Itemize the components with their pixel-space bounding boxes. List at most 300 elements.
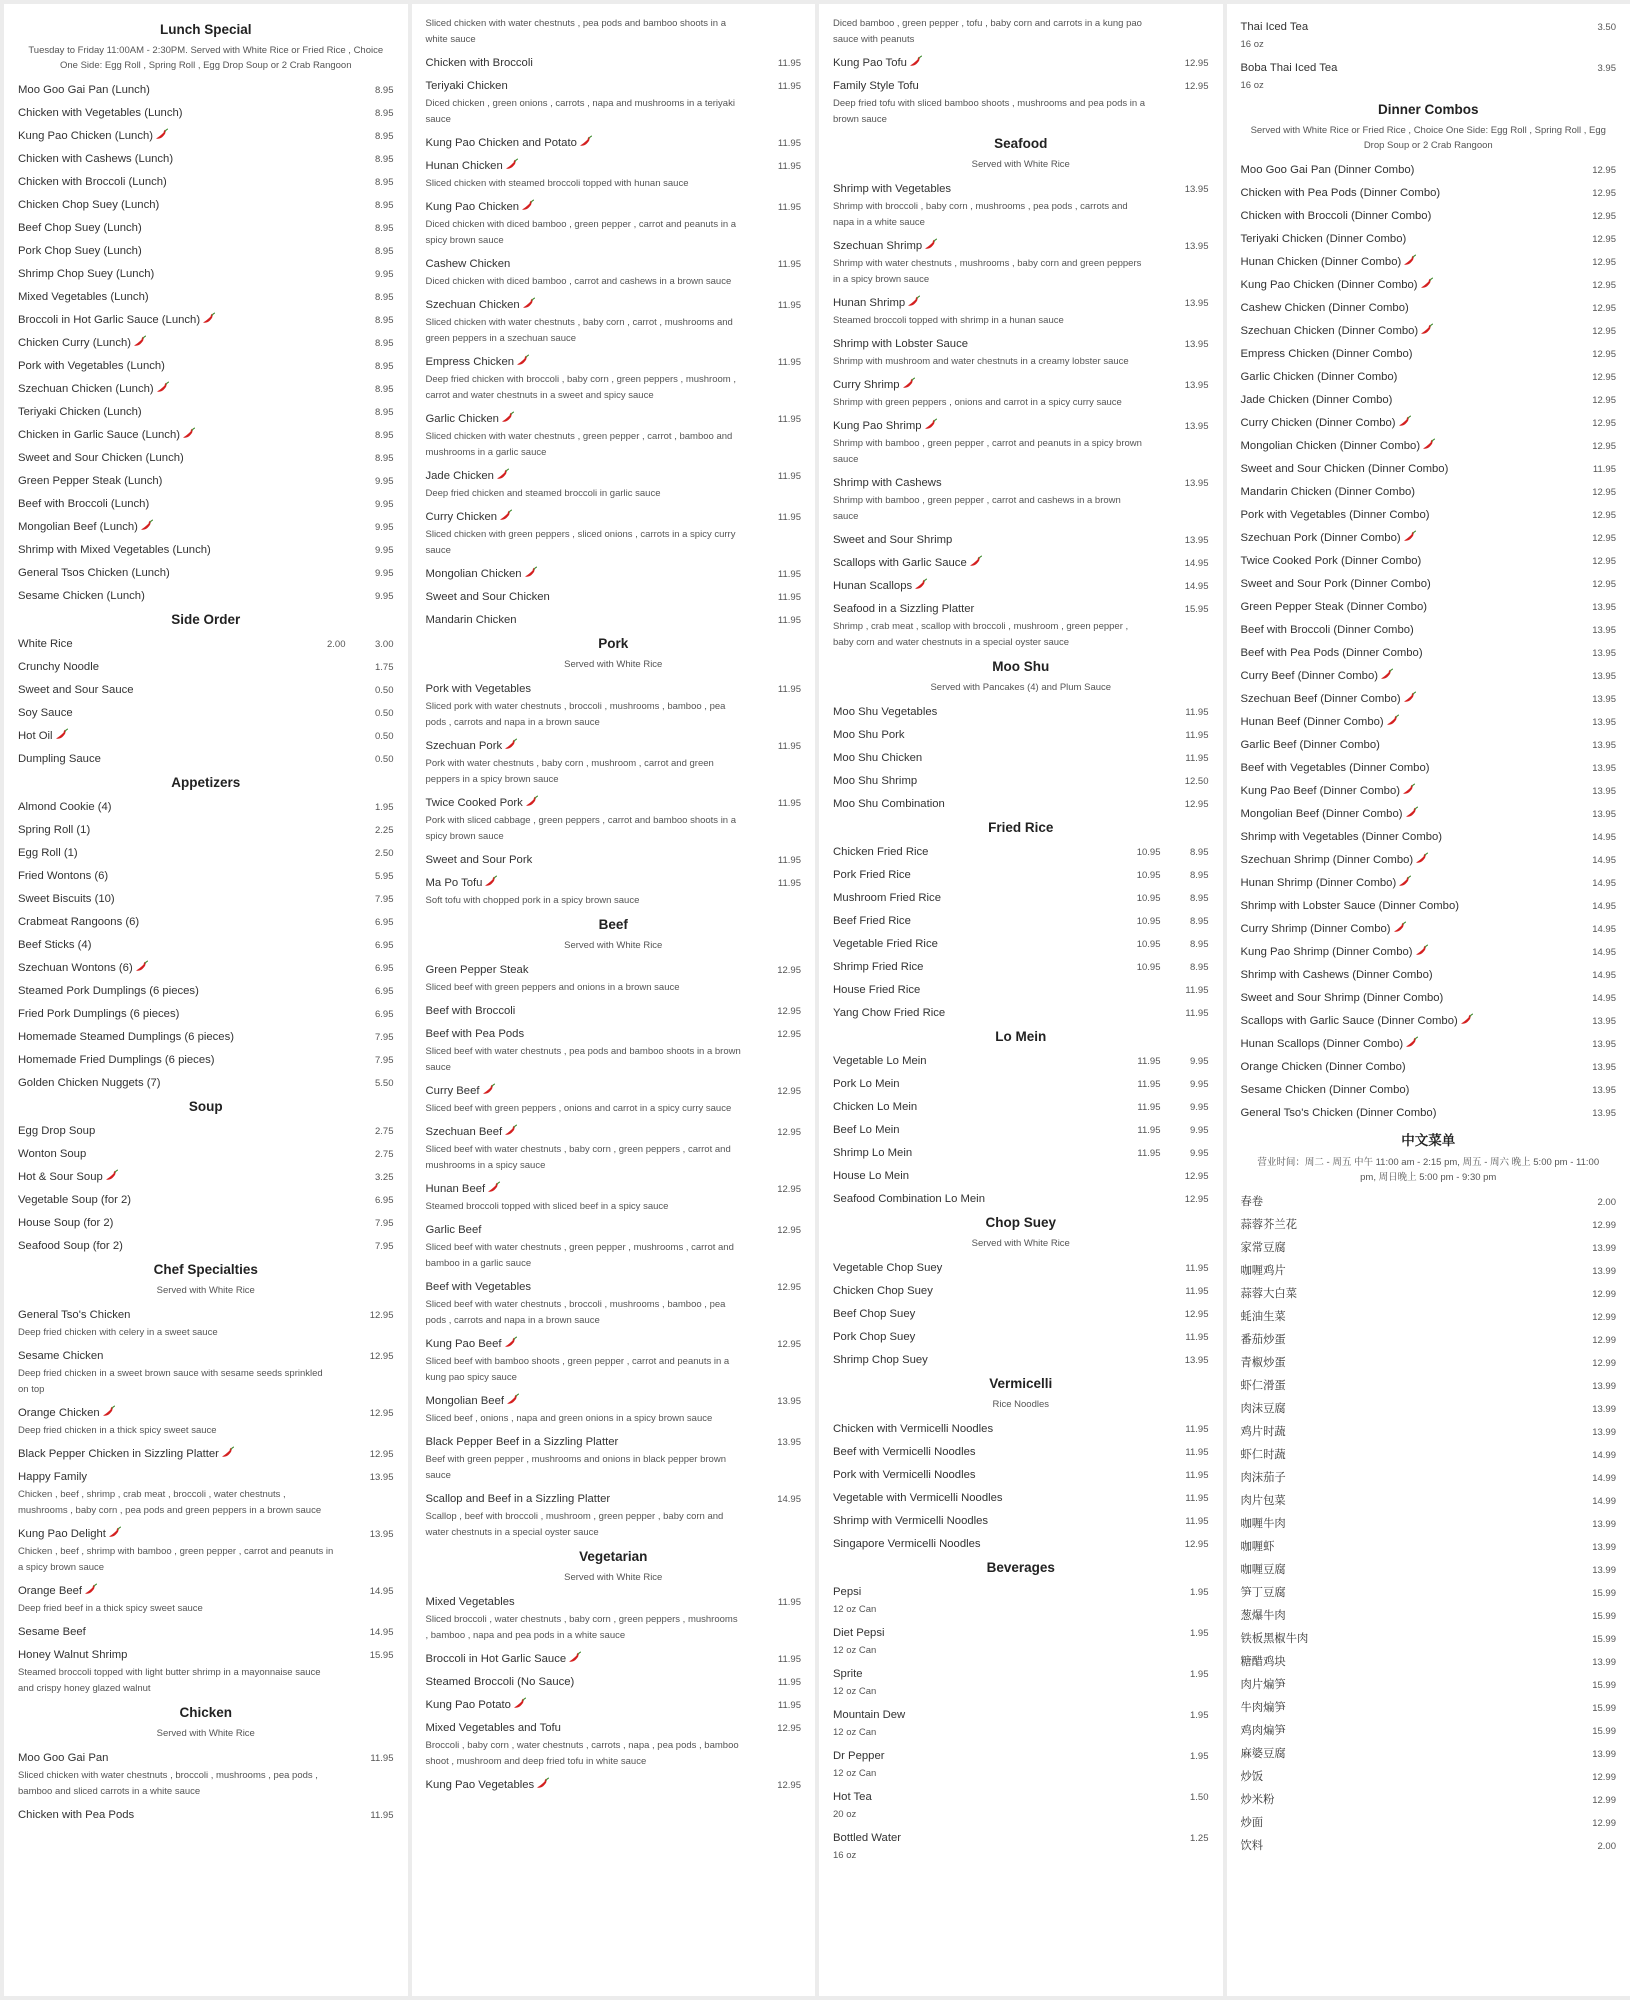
menu-item[interactable] bbox=[18, 424, 394, 445]
menu-item[interactable] bbox=[833, 16, 1209, 50]
menu-item[interactable] bbox=[833, 1441, 1209, 1462]
menu-item[interactable] bbox=[1241, 320, 1617, 341]
menu-item[interactable] bbox=[426, 1023, 802, 1078]
menu-item[interactable] bbox=[18, 493, 394, 514]
menu-item[interactable] bbox=[1241, 1697, 1617, 1718]
menu-item[interactable] bbox=[18, 679, 394, 700]
menu-item-name bbox=[18, 799, 346, 815]
menu-item[interactable] bbox=[1241, 826, 1617, 847]
menu-item[interactable] bbox=[18, 957, 394, 978]
menu-item-name bbox=[18, 473, 346, 489]
menu-item-name bbox=[426, 135, 754, 151]
menu-item-name-text: 春卷 bbox=[1240, 1196, 1264, 1208]
menu-item[interactable] bbox=[1241, 389, 1617, 410]
menu-item-name bbox=[1241, 1631, 1569, 1647]
menu-item-name-text: Beef with Broccoli (Lunch) bbox=[18, 498, 150, 510]
menu-item[interactable] bbox=[18, 1003, 394, 1024]
menu-item-price: 12.95 bbox=[777, 1780, 801, 1791]
menu-item-row bbox=[833, 1745, 1209, 1766]
menu-item[interactable] bbox=[426, 735, 802, 790]
menu-item[interactable] bbox=[426, 1178, 802, 1217]
menu-item[interactable] bbox=[18, 1443, 394, 1464]
menu-item[interactable] bbox=[18, 194, 394, 215]
menu-item[interactable] bbox=[1241, 688, 1617, 709]
menu-item[interactable] bbox=[426, 196, 802, 251]
menu-item[interactable] bbox=[833, 75, 1209, 130]
menu-item[interactable] bbox=[1241, 1766, 1617, 1787]
menu-item[interactable] bbox=[833, 292, 1209, 331]
menu-item[interactable] bbox=[1241, 1467, 1617, 1488]
menu-item-row bbox=[18, 865, 394, 886]
menu-item[interactable] bbox=[1241, 1191, 1617, 1212]
menu-item[interactable] bbox=[1241, 1421, 1617, 1442]
menu-item[interactable] bbox=[833, 1704, 1209, 1743]
menu-item[interactable] bbox=[18, 1189, 394, 1210]
menu-item[interactable] bbox=[18, 1026, 394, 1047]
menu-item-row bbox=[1241, 1283, 1617, 1304]
menu-item[interactable] bbox=[1241, 1720, 1617, 1741]
menu-item[interactable] bbox=[1241, 1329, 1617, 1350]
menu-item[interactable] bbox=[426, 849, 802, 870]
menu-item[interactable] bbox=[1241, 642, 1617, 663]
menu-item[interactable] bbox=[426, 1121, 802, 1176]
menu-item[interactable] bbox=[833, 529, 1209, 550]
menu-item-row bbox=[833, 1487, 1209, 1508]
menu-item[interactable] bbox=[18, 888, 394, 909]
menu-item[interactable] bbox=[833, 1487, 1209, 1508]
menu-item[interactable] bbox=[833, 235, 1209, 290]
menu-item[interactable] bbox=[18, 148, 394, 169]
menu-item[interactable] bbox=[18, 378, 394, 399]
menu-item[interactable] bbox=[833, 52, 1209, 73]
menu-item[interactable] bbox=[18, 217, 394, 238]
menu-item[interactable] bbox=[833, 841, 1209, 862]
menu-item-row bbox=[1241, 1743, 1617, 1764]
menu-item[interactable] bbox=[1241, 1102, 1617, 1123]
menu-item[interactable] bbox=[426, 586, 802, 607]
menu-item[interactable] bbox=[833, 747, 1209, 768]
menu-item[interactable] bbox=[18, 401, 394, 422]
menu-item[interactable] bbox=[426, 1276, 802, 1331]
menu-item[interactable] bbox=[833, 1464, 1209, 1485]
section-note: Served with White Rice bbox=[564, 940, 663, 951]
menu-item[interactable] bbox=[1241, 872, 1617, 893]
menu-item-price: 12.95 bbox=[1592, 556, 1616, 567]
menu-item[interactable] bbox=[426, 1671, 802, 1692]
menu-item[interactable] bbox=[18, 1621, 394, 1642]
menu-item-price: 11.95 bbox=[777, 414, 801, 425]
menu-item[interactable] bbox=[18, 980, 394, 1001]
menu-item-row bbox=[1241, 389, 1617, 410]
menu-item[interactable] bbox=[833, 1326, 1209, 1347]
menu-item[interactable] bbox=[833, 1142, 1209, 1163]
menu-item-name-text: Cashew Chicken (Dinner Combo) bbox=[1240, 302, 1409, 314]
menu-item[interactable] bbox=[1241, 1651, 1617, 1672]
menu-item-name-text: White Rice bbox=[18, 638, 73, 650]
menu-item[interactable] bbox=[833, 598, 1209, 653]
menu-item-price: 13.95 bbox=[1592, 1108, 1616, 1119]
menu-item-price: 2.50 bbox=[375, 848, 394, 859]
chili-pepper-icon bbox=[568, 1651, 581, 1663]
menu-item[interactable] bbox=[18, 1212, 394, 1233]
menu-item[interactable] bbox=[833, 887, 1209, 908]
menu-item[interactable] bbox=[1241, 1237, 1617, 1258]
menu-item[interactable] bbox=[1241, 1056, 1617, 1077]
menu-item[interactable] bbox=[426, 959, 802, 998]
menu-item[interactable] bbox=[833, 793, 1209, 814]
menu-item[interactable] bbox=[426, 609, 802, 630]
menu-item-name bbox=[426, 566, 754, 582]
menu-item-description: Deep fried tofu with sliced bamboo shoots , mushrooms and pea pods in a brown sauce bbox=[833, 98, 1146, 125]
menu-item[interactable] bbox=[18, 842, 394, 863]
menu-item[interactable] bbox=[18, 702, 394, 723]
menu-item[interactable] bbox=[833, 415, 1209, 470]
menu-item[interactable] bbox=[833, 770, 1209, 791]
menu-item[interactable] bbox=[18, 656, 394, 677]
menu-item[interactable] bbox=[1241, 550, 1617, 571]
menu-item[interactable] bbox=[1241, 481, 1617, 502]
menu-item[interactable] bbox=[1241, 1375, 1617, 1396]
menu-item[interactable] bbox=[833, 701, 1209, 722]
menu-item-name bbox=[426, 1124, 754, 1140]
menu-item[interactable] bbox=[18, 1304, 394, 1343]
menu-item[interactable] bbox=[18, 171, 394, 192]
menu-item[interactable] bbox=[18, 286, 394, 307]
menu-item-row bbox=[18, 842, 394, 863]
menu-item[interactable] bbox=[426, 16, 802, 50]
menu-item[interactable] bbox=[1241, 504, 1617, 525]
menu-item[interactable] bbox=[833, 1663, 1209, 1702]
menu-item[interactable] bbox=[1241, 228, 1617, 249]
menu-item[interactable] bbox=[18, 1345, 394, 1400]
menu-item[interactable] bbox=[426, 1080, 802, 1119]
menu-item[interactable] bbox=[1241, 734, 1617, 755]
menu-item[interactable] bbox=[18, 585, 394, 606]
menu-item[interactable] bbox=[833, 1581, 1209, 1620]
section-note: Served with White Rice bbox=[156, 1728, 255, 1739]
menu-item[interactable] bbox=[18, 1523, 394, 1578]
menu-item-name bbox=[18, 1348, 346, 1364]
menu-item-name-text: Mixed Vegetables and Tofu bbox=[425, 1722, 561, 1734]
menu-item[interactable] bbox=[1241, 1628, 1617, 1649]
menu-item[interactable] bbox=[18, 1143, 394, 1164]
menu-item[interactable] bbox=[1241, 1033, 1617, 1054]
menu-item[interactable] bbox=[833, 1827, 1209, 1866]
menu-item[interactable] bbox=[18, 911, 394, 932]
menu-item-row bbox=[1241, 1329, 1617, 1350]
menu-item[interactable] bbox=[833, 472, 1209, 527]
menu-item[interactable] bbox=[18, 1166, 394, 1187]
menu-item[interactable] bbox=[426, 506, 802, 561]
menu-item[interactable] bbox=[1241, 1283, 1617, 1304]
menu-item[interactable] bbox=[1241, 895, 1617, 916]
menu-item[interactable] bbox=[1241, 1490, 1617, 1511]
menu-item[interactable] bbox=[426, 75, 802, 130]
menu-item[interactable] bbox=[1241, 435, 1617, 456]
menu-item[interactable] bbox=[18, 102, 394, 123]
menu-item[interactable] bbox=[833, 1533, 1209, 1554]
menu-item[interactable] bbox=[1241, 1010, 1617, 1031]
menu-item[interactable] bbox=[18, 470, 394, 491]
menu-item[interactable] bbox=[1241, 573, 1617, 594]
menu-item[interactable] bbox=[18, 1120, 394, 1141]
menu-item[interactable] bbox=[1241, 665, 1617, 686]
menu-item-price: 13.95 bbox=[1184, 380, 1209, 391]
menu-item[interactable] bbox=[18, 1580, 394, 1619]
section-title: Fried Rice bbox=[988, 820, 1054, 835]
menu-item[interactable] bbox=[833, 1002, 1209, 1023]
menu-item-row bbox=[1241, 16, 1617, 37]
menu-item[interactable] bbox=[426, 1431, 802, 1486]
menu-item-name bbox=[833, 1168, 1161, 1184]
menu-item[interactable] bbox=[426, 563, 802, 584]
menu-item[interactable] bbox=[1241, 527, 1617, 548]
chili-pepper-icon bbox=[522, 297, 535, 309]
menu-item[interactable] bbox=[833, 374, 1209, 413]
menu-item[interactable] bbox=[18, 725, 394, 746]
menu-item-price-large: 10.95 bbox=[1136, 870, 1161, 881]
menu-item-name bbox=[18, 868, 346, 884]
menu-item[interactable] bbox=[1241, 57, 1617, 96]
menu-item[interactable] bbox=[1241, 159, 1617, 180]
menu-item[interactable] bbox=[18, 1072, 394, 1093]
menu-item[interactable] bbox=[18, 748, 394, 769]
menu-item[interactable] bbox=[18, 819, 394, 840]
menu-item[interactable] bbox=[833, 1119, 1209, 1140]
menu-item-name bbox=[18, 960, 346, 976]
menu-item[interactable] bbox=[833, 1786, 1209, 1825]
menu-item-row bbox=[18, 470, 394, 491]
menu-item[interactable] bbox=[1241, 297, 1617, 318]
menu-item[interactable] bbox=[1241, 1260, 1617, 1281]
menu-item-price: 14.95 bbox=[1592, 901, 1616, 912]
menu-item[interactable] bbox=[18, 355, 394, 376]
menu-item[interactable] bbox=[426, 792, 802, 847]
menu-item[interactable] bbox=[426, 1591, 802, 1646]
menu-item[interactable] bbox=[1241, 596, 1617, 617]
menu-item[interactable] bbox=[1241, 1079, 1617, 1100]
menu-item[interactable] bbox=[1241, 1789, 1617, 1810]
menu-item[interactable] bbox=[1241, 1582, 1617, 1603]
menu-section bbox=[18, 1262, 394, 1699]
menu-item-price: 2.00 bbox=[1597, 1841, 1616, 1852]
menu-item[interactable] bbox=[18, 934, 394, 955]
menu-item[interactable] bbox=[833, 1303, 1209, 1324]
menu-item-row bbox=[833, 52, 1209, 73]
menu-item-name bbox=[833, 601, 1161, 617]
menu-item[interactable] bbox=[833, 1418, 1209, 1439]
menu-item[interactable] bbox=[833, 979, 1209, 1000]
menu-item[interactable] bbox=[18, 633, 394, 654]
menu-item-name bbox=[426, 1434, 754, 1450]
menu-item-name-text: 青椒炒蛋 bbox=[1240, 1357, 1286, 1369]
menu-item[interactable] bbox=[833, 1073, 1209, 1094]
menu-item[interactable] bbox=[1241, 16, 1617, 55]
menu-item[interactable] bbox=[1241, 1306, 1617, 1327]
menu-item[interactable] bbox=[426, 1717, 802, 1772]
menu-item[interactable] bbox=[1241, 274, 1617, 295]
menu-item[interactable] bbox=[426, 872, 802, 911]
menu-item[interactable] bbox=[426, 52, 802, 73]
menu-item-name bbox=[1241, 1723, 1569, 1739]
menu-item-name-text: Kung Pao Chicken and Potato bbox=[425, 137, 577, 149]
menu-item[interactable] bbox=[426, 351, 802, 406]
menu-item[interactable] bbox=[1241, 803, 1617, 824]
menu-item[interactable] bbox=[833, 1510, 1209, 1531]
menu-item[interactable] bbox=[18, 1644, 394, 1699]
menu-item[interactable] bbox=[18, 796, 394, 817]
menu-item[interactable] bbox=[18, 1402, 394, 1441]
menu-item[interactable] bbox=[426, 1219, 802, 1274]
menu-item[interactable] bbox=[18, 447, 394, 468]
menu-item-description: Diced bamboo , green pepper , tofu , baby corn and carrots in a kung pao sauce with peanuts bbox=[833, 18, 1142, 45]
menu-item[interactable] bbox=[833, 864, 1209, 885]
menu-item-name-text: Almond Cookie (4) bbox=[18, 801, 112, 813]
menu-item-row bbox=[18, 286, 394, 307]
menu-item[interactable] bbox=[1241, 987, 1617, 1008]
menu-item[interactable] bbox=[18, 263, 394, 284]
menu-item[interactable] bbox=[18, 79, 394, 100]
menu-item-name bbox=[1241, 1608, 1569, 1624]
menu-item[interactable] bbox=[1241, 1513, 1617, 1534]
menu-item[interactable] bbox=[1241, 412, 1617, 433]
menu-item-row bbox=[1241, 849, 1617, 870]
menu-item[interactable] bbox=[1241, 182, 1617, 203]
menu-item[interactable] bbox=[833, 333, 1209, 372]
menu-item[interactable] bbox=[426, 678, 802, 733]
menu-item[interactable] bbox=[426, 1488, 802, 1543]
menu-item-row bbox=[1241, 918, 1617, 939]
menu-item[interactable] bbox=[18, 562, 394, 583]
menu-item-row bbox=[18, 102, 394, 123]
menu-item-name-text: Thai Iced Tea bbox=[1240, 21, 1309, 33]
menu-item[interactable] bbox=[18, 1049, 394, 1070]
menu-item[interactable] bbox=[18, 865, 394, 886]
menu-item[interactable] bbox=[18, 1235, 394, 1256]
menu-item[interactable] bbox=[1241, 711, 1617, 732]
menu-item[interactable] bbox=[426, 294, 802, 349]
menu-item[interactable] bbox=[1241, 964, 1617, 985]
menu-item[interactable] bbox=[833, 1745, 1209, 1784]
menu-item[interactable] bbox=[833, 1622, 1209, 1661]
menu-item[interactable] bbox=[18, 240, 394, 261]
menu-item[interactable] bbox=[833, 1349, 1209, 1370]
menu-item-name-text: 蚝油生菜 bbox=[1240, 1311, 1286, 1323]
menu-item[interactable] bbox=[18, 309, 394, 330]
menu-item[interactable] bbox=[426, 1694, 802, 1715]
menu-item[interactable] bbox=[1241, 343, 1617, 364]
menu-item-row bbox=[426, 351, 802, 372]
menu-item-name bbox=[18, 1647, 346, 1663]
menu-item-name bbox=[426, 411, 754, 427]
menu-item[interactable] bbox=[1241, 1812, 1617, 1833]
menu-item-name bbox=[1241, 530, 1569, 546]
menu-item[interactable] bbox=[833, 1050, 1209, 1071]
menu-item[interactable] bbox=[1241, 1674, 1617, 1695]
menu-item-price: 14.95 bbox=[1592, 947, 1616, 958]
menu-item[interactable] bbox=[1241, 458, 1617, 479]
menu-item[interactable] bbox=[833, 552, 1209, 573]
menu-item[interactable] bbox=[18, 125, 394, 146]
menu-item-name-text: Bottled Water bbox=[833, 1832, 902, 1844]
menu-item-price: 6.95 bbox=[375, 940, 394, 951]
menu-item[interactable] bbox=[426, 1390, 802, 1429]
menu-item[interactable] bbox=[833, 575, 1209, 596]
menu-item[interactable] bbox=[426, 465, 802, 504]
menu-item[interactable] bbox=[1241, 1214, 1617, 1235]
menu-item[interactable] bbox=[426, 408, 802, 463]
menu-item[interactable] bbox=[833, 1257, 1209, 1278]
menu-item[interactable] bbox=[1241, 1743, 1617, 1764]
menu-item[interactable] bbox=[1241, 1835, 1617, 1856]
menu-item[interactable] bbox=[18, 332, 394, 353]
chili-pepper-icon bbox=[105, 1169, 118, 1181]
menu-item-name bbox=[1241, 1401, 1569, 1417]
menu-item[interactable] bbox=[833, 933, 1209, 954]
menu-item[interactable] bbox=[833, 1096, 1209, 1117]
menu-item[interactable] bbox=[833, 1280, 1209, 1301]
chili-pepper-icon bbox=[504, 1124, 517, 1136]
menu-item[interactable] bbox=[1241, 1444, 1617, 1465]
menu-item[interactable] bbox=[1241, 780, 1617, 801]
menu-item[interactable] bbox=[1241, 366, 1617, 387]
menu-item-price: 7.95 bbox=[375, 894, 394, 905]
menu-item[interactable] bbox=[1241, 941, 1617, 962]
menu-item[interactable] bbox=[426, 253, 802, 292]
menu-item[interactable] bbox=[1241, 619, 1617, 640]
menu-item[interactable] bbox=[1241, 1352, 1617, 1373]
menu-item-row bbox=[1241, 941, 1617, 962]
menu-item[interactable] bbox=[426, 1648, 802, 1669]
menu-item[interactable] bbox=[426, 1000, 802, 1021]
menu-item[interactable] bbox=[426, 1333, 802, 1388]
menu-item-price: 11.95 bbox=[1185, 707, 1209, 718]
menu-item[interactable] bbox=[1241, 251, 1617, 272]
menu-item[interactable] bbox=[1241, 918, 1617, 939]
menu-item[interactable] bbox=[18, 1747, 394, 1802]
menu-item[interactable] bbox=[833, 956, 1209, 977]
menu-item[interactable] bbox=[1241, 849, 1617, 870]
menu-item[interactable] bbox=[1241, 757, 1617, 778]
menu-item-name bbox=[833, 1053, 1113, 1069]
menu-item-name bbox=[833, 1076, 1113, 1092]
menu-item[interactable] bbox=[833, 1188, 1209, 1209]
menu-item[interactable] bbox=[833, 724, 1209, 745]
menu-item-price: 14.99 bbox=[1592, 1496, 1616, 1507]
menu-item[interactable] bbox=[833, 910, 1209, 931]
menu-item[interactable] bbox=[1241, 1398, 1617, 1419]
menu-item[interactable] bbox=[18, 539, 394, 560]
menu-item-price: 13.99 bbox=[1592, 1749, 1616, 1760]
menu-item[interactable] bbox=[1241, 1536, 1617, 1557]
menu-item-name-text: Garlic Chicken bbox=[425, 413, 499, 425]
menu-item-name bbox=[1241, 231, 1569, 247]
menu-item[interactable] bbox=[1241, 205, 1617, 226]
menu-item[interactable] bbox=[426, 155, 802, 194]
menu-item[interactable] bbox=[18, 1804, 394, 1825]
menu-item[interactable] bbox=[426, 132, 802, 153]
menu-item-name bbox=[1241, 737, 1569, 753]
menu-item-name bbox=[426, 78, 754, 94]
menu-item[interactable] bbox=[18, 1466, 394, 1521]
chili-pepper-icon bbox=[221, 1446, 234, 1458]
menu-item[interactable] bbox=[833, 178, 1209, 233]
menu-item[interactable] bbox=[1241, 1605, 1617, 1626]
menu-item[interactable] bbox=[426, 1774, 802, 1795]
menu-item[interactable] bbox=[1241, 1559, 1617, 1580]
menu-item[interactable] bbox=[18, 516, 394, 537]
menu-item[interactable] bbox=[833, 1165, 1209, 1186]
